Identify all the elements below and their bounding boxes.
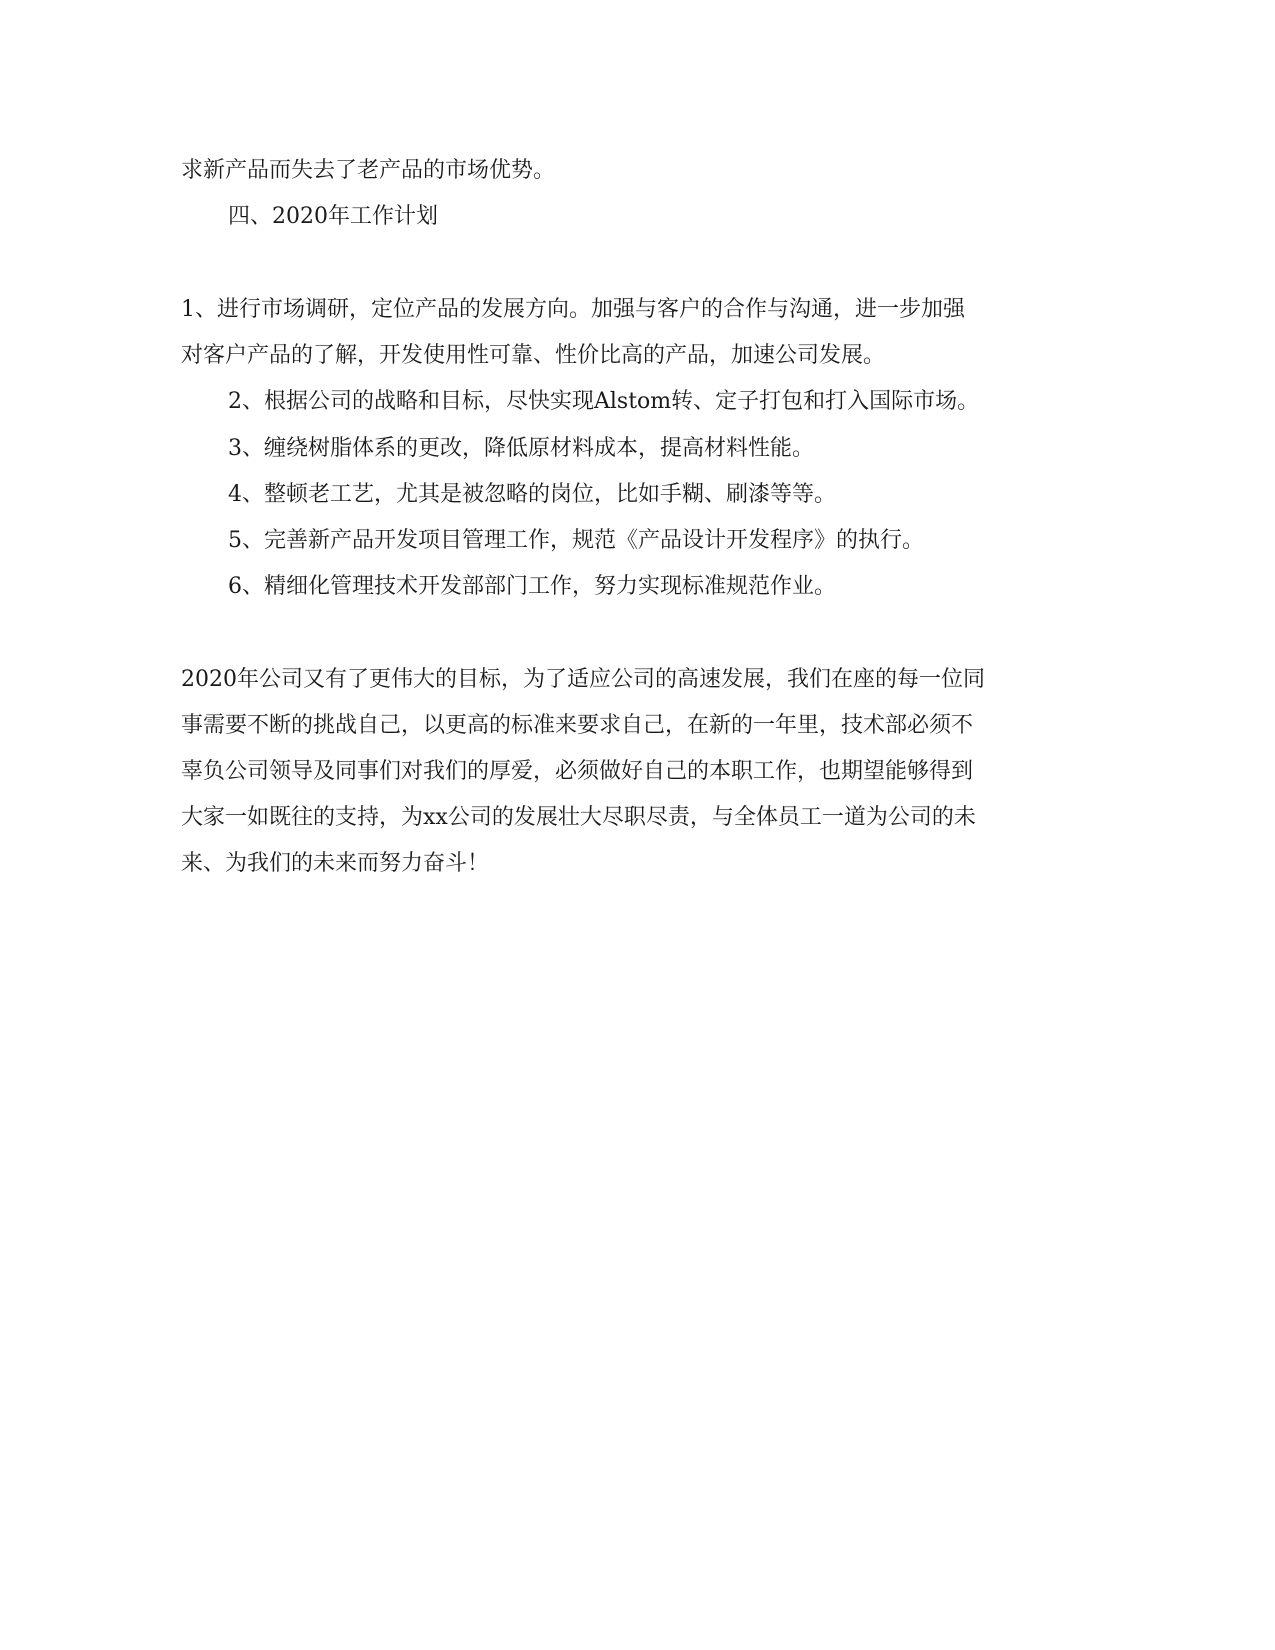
section-heading: 四、2020年工作计划 bbox=[228, 204, 438, 229]
plan-item-2: 2、根据公司的战略和目标，尽快实现Alstom转、定子打包和打入国际市场。 bbox=[228, 389, 980, 414]
plan-item-6: 6、精细化管理技术开发部部门工作，努力实现标准规范作业。 bbox=[228, 574, 836, 599]
plan-item-5: 5、完善新产品开发项目管理工作，规范《产品设计开发程序》的执行。 bbox=[228, 528, 924, 553]
closing-line-4: 大家一如既往的支持，为xx公司的发展壮大尽职尽责，与全体员工一道为公司的未 bbox=[181, 805, 976, 830]
plan-item-1-line-2: 对客户产品的了解，开发使用性可靠、性价比高的产品，加速公司发展。 bbox=[181, 343, 886, 368]
plan-item-4: 4、整顿老工艺，尤其是被忽略的岗位，比如手糊、刷漆等等。 bbox=[228, 482, 836, 507]
plan-item-3: 3、缠绕树脂体系的更改，降低原材料成本，提高材料性能。 bbox=[228, 436, 814, 461]
paragraph-line: 求新产品而失去了老产品的市场优势。 bbox=[181, 158, 556, 183]
plan-item-1-line-1: 1、进行市场调研，定位产品的发展方向。加强与客户的合作与沟通，进一步加强 bbox=[181, 297, 965, 322]
closing-line-1: 2020年公司又有了更伟大的目标，为了适应公司的高速发展，我们在座的每一位同 bbox=[181, 667, 985, 692]
closing-line-3: 辜负公司领导及同事们对我们的厚爱，必须做好自己的本职工作，也期望能够得到 bbox=[181, 759, 974, 784]
closing-line-2: 事需要不断的挑战自己，以更高的标准来要求自己，在新的一年里，技术部必须不 bbox=[181, 713, 974, 738]
closing-line-5: 来、为我们的未来而努力奋斗！ bbox=[181, 851, 490, 876]
